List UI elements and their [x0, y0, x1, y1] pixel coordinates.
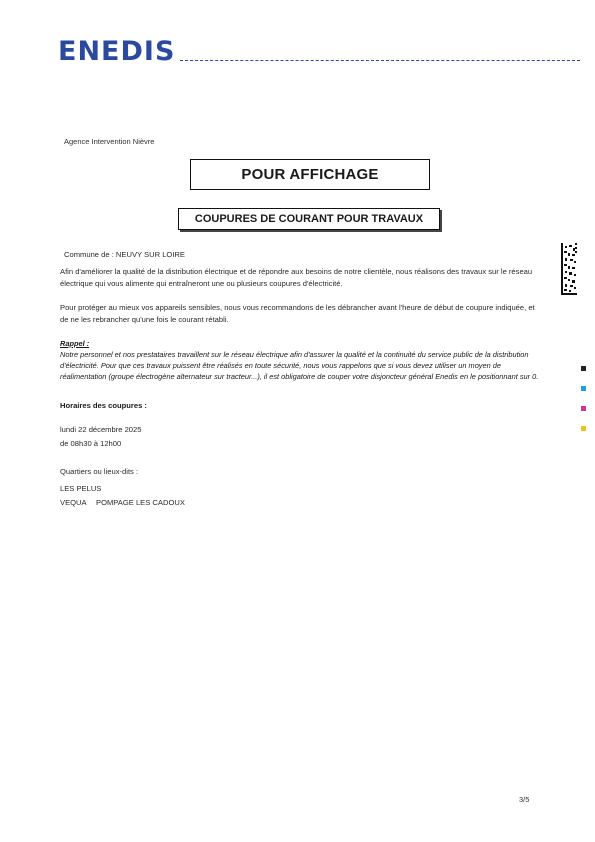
- enedis-logo: ENEDIS: [58, 36, 176, 67]
- scan-mark-magenta: [581, 406, 586, 411]
- header-divider: [180, 60, 580, 61]
- title-coupures-travaux: COUPURES DE COURANT POUR TRAVAUX: [178, 208, 440, 230]
- rappel-block: [60, 338, 540, 382]
- rappel-text: Notre personnel et nos prestataires travaillent sur le réseau électrique afin d'assurer la qualité et la continuité du service public de la distribution d'électricité. Pour que ces travaux puissent être réalisés en toute sécurité, nous vous rappelons que si vous devez utiliser un moyen de réalimentation (groupe électrogène alternateur sur tracteur...), il est obligatoire de couper votre disjoncteur général Enedis en le positionnant sur 0.: [60, 350, 539, 381]
- scan-mark-yellow: [581, 426, 586, 431]
- intro-paragraph: Afin d'améliorer la qualité de la distribution électrique et de répondre aux besoins de notre clientèle, nous réalisons des travaux sur le réseau électrique qui vous alimente qui entraîneront une ou plusieurs coupures d'électricité.: [60, 267, 533, 288]
- outage-date: lundi 22 décembre 2025: [60, 425, 142, 434]
- scan-mark-cyan: [581, 386, 586, 391]
- protection-paragraph: Pour protéger au mieux vos appareils sensibles, nous vous recommandons de les débrancher avant l'heure de début de coupure indiquée, et de ne les rebrancher qu'une fois le courant rétabli.: [60, 303, 535, 324]
- quarter-item: POMPAGE LES CADOUX: [96, 498, 185, 507]
- outage-hours: de 08h30 à 12h00: [60, 439, 122, 448]
- datamatrix-code-icon: [561, 243, 577, 295]
- page-number: 3/5: [519, 795, 530, 804]
- quarters-title: Quartiers ou lieux-dits :: [60, 467, 139, 476]
- quarter-item: LES PELUS: [60, 484, 102, 493]
- rappel-title: Rappel :: [60, 339, 90, 348]
- horaires-title: Horaires des coupures :: [60, 401, 147, 410]
- scan-mark-black: [581, 366, 586, 371]
- quarter-item: VEQUA: [60, 498, 87, 507]
- title-pour-affichage: POUR AFFICHAGE: [190, 159, 430, 190]
- agency-name: Agence Intervention Nièvre: [64, 137, 155, 146]
- commune-line: Commune de : NEUVY SUR LOIRE: [64, 250, 185, 259]
